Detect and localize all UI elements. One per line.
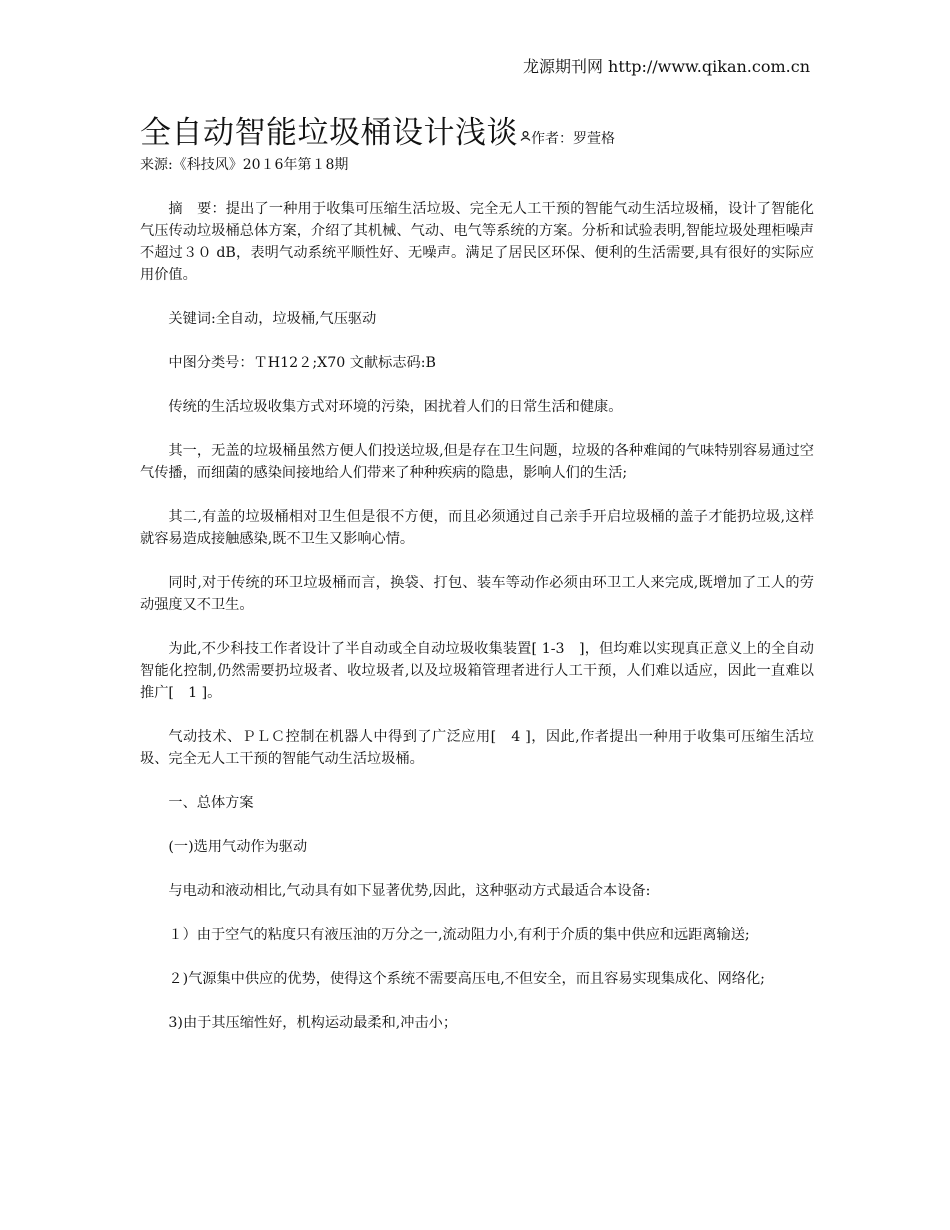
subsection-heading: (一)选用气动作为驱动 [168, 839, 308, 855]
keywords-paragraph: 关键词:全自动，垃圾桶,气压驱动 [168, 311, 377, 327]
body-paragraph: 气动技术、ＰＬＣ控制在机器人中得到了广泛应用[ 4 ]，因此,作者提出一种用于收集可压缩生活垃圾、完全无人工干预的智能气动生活垃圾桶。 [140, 729, 814, 767]
body-paragraph: 与电动和液动相比,气动具有如下显著优势,因此，这种驱动方式最适合本设备: [168, 883, 651, 899]
site-header: 龙源期刊网 http://www.qikan.com.cn [522, 57, 810, 76]
abstract-paragraph: 摘 要：提出了一种用于收集可压缩生活垃圾、完全无人工干预的智能气动生活垃圾桶，设计了智能化气压传动垃圾桶总体方案，介绍了其机械、气动、电气等系统的方案。分析和试验表明,智能垃圾处理柜噪声不超过３０ dB，表明气动系统平顺性好、无噪声。满足了居民区环保、便利的生活需要,具有很好的实际应用价值。 [140, 201, 814, 283]
body-paragraph: 其一，无盖的垃圾桶虽然方便人们投送垃圾,但是存在卫生问题，垃圾的各种难闻的气味特别容易通过空气传播，而细菌的感染间接地给人们带来了种种疾病的隐患，影响人们的生活; [140, 443, 814, 481]
article-title: 全自动智能垃圾桶设计浅谈 [140, 115, 518, 151]
body-paragraph: 同时,对于传统的环卫垃圾桶而言，换袋、打包、装车等动作必须由环卫工人来完成,既增加了工人的劳动强度又不卫生。 [140, 575, 814, 613]
article-author: 作者：罗萱格 [531, 131, 615, 147]
list-item: １）由于空气的粘度只有液压油的万分之一,流动阻力小,有利于介质的集中供应和远距离输送; [168, 927, 750, 943]
body-paragraph: 其二,有盖的垃圾桶相对卫生但是很不方便，而且必须通过自己亲手开启垃圾桶的盖子才能扔垃圾,这样就容易造成接触感染,既不卫生又影响心情。 [140, 509, 814, 547]
article-source: 来源:《科技风》20１6年第１8期 [140, 157, 349, 173]
title-row [140, 107, 820, 152]
body-paragraph: 传统的生活垃圾收集方式对环境的污染，困扰着人们的日常生活和健康。 [168, 399, 623, 415]
person-icon [520, 131, 531, 144]
article-body [140, 198, 814, 1056]
section-heading: 一、总体方案 [168, 795, 254, 811]
classification-paragraph: 中图分类号：ＴH12２;X70 文献标志码:B [168, 355, 436, 371]
body-paragraph: 为此,不少科技工作者设计了半自动或全自动垃圾收集装置[ 1-3 ]，但均难以实现真正意义上的全自动智能化控制,仍然需要扔垃圾者、收垃圾者,以及垃圾箱管理者进行人工干预，人们难以适应，因此一直难以推广[ 1 ]。 [140, 641, 814, 701]
list-item: ２)气源集中供应的优势，使得这个系统不需要高压电,不但安全，而且容易实现集成化、网络化; [168, 971, 765, 987]
list-item: 3)由于其压缩性好，机构运动最柔和,冲击小； [168, 1015, 458, 1031]
